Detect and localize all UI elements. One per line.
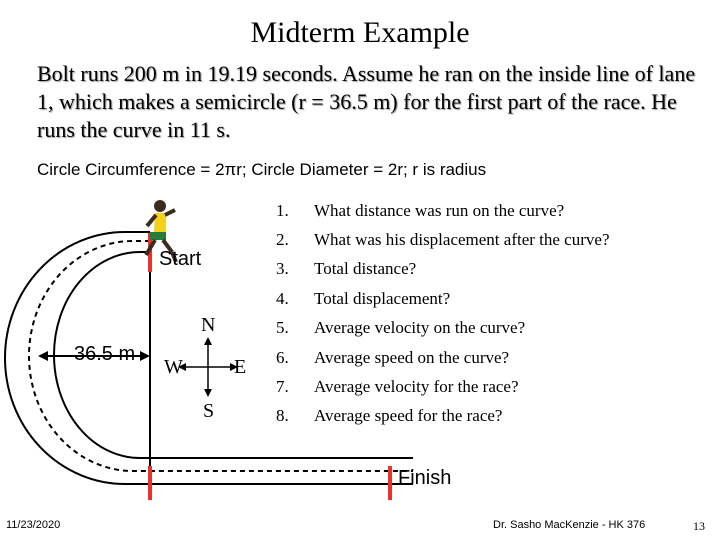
question-item — [268, 225, 609, 254]
question-item — [268, 255, 609, 284]
question-text: Average speed for the race? — [314, 406, 503, 426]
question-number: 8. — [276, 406, 289, 426]
radius-arrowhead-left — [38, 351, 48, 361]
question-text: Average speed on the curve? — [314, 347, 510, 367]
finish-label: Finish — [398, 467, 452, 489]
radius-label: 36.5 m — [74, 343, 136, 365]
compass-east-label: E — [234, 356, 247, 378]
compass-north-label: N — [201, 314, 216, 336]
question-number: 1. — [276, 200, 289, 220]
compass-arrow-n — [204, 337, 212, 345]
compass-west-label: W — [164, 356, 183, 378]
question-item — [268, 284, 609, 313]
question-item — [268, 196, 609, 225]
start-label: Start — [159, 248, 202, 270]
question-number: 4. — [276, 288, 289, 308]
question-number: 5. — [276, 318, 289, 338]
question-item — [268, 343, 609, 372]
question-text: Total displacement? — [314, 288, 451, 308]
question-text: What was his displacement after the curve? — [314, 230, 610, 250]
question-item — [268, 402, 609, 431]
question-number: 3. — [276, 259, 289, 279]
page-number: 13 — [693, 519, 705, 533]
compass-arrow-s — [204, 389, 212, 397]
question-item — [268, 372, 609, 401]
page-title: Midterm Example — [250, 16, 470, 49]
question-number: 2. — [276, 230, 289, 250]
question-text: Average velocity on the curve? — [314, 318, 526, 338]
question-number: 7. — [276, 377, 289, 397]
question-text: What distance was run on the curve? — [314, 200, 565, 220]
question-text: Total distance? — [314, 259, 417, 279]
question-number: 6. — [276, 347, 289, 367]
question-list — [268, 196, 609, 431]
footer-date: 11/23/2020 — [6, 519, 61, 531]
footer-author: Dr. Sasho MacKenzie - HK 376 — [493, 519, 646, 531]
question-item — [268, 314, 609, 343]
formula-line: Circle Circumference = 2πr; Circle Diameter = 2r; r is radius — [37, 160, 487, 179]
problem-statement: Bolt runs 200 m in 19.19 seconds. Assume he ran on the inside line of lane 1, which makes a semicircle (r = 36.5 m) for the first part of the race. He runs the curve in 11 s. — [37, 61, 696, 142]
radius-arrowhead-right — [140, 351, 150, 361]
compass-south-label: S — [203, 400, 215, 422]
question-text: Average velocity for the race? — [314, 377, 519, 397]
